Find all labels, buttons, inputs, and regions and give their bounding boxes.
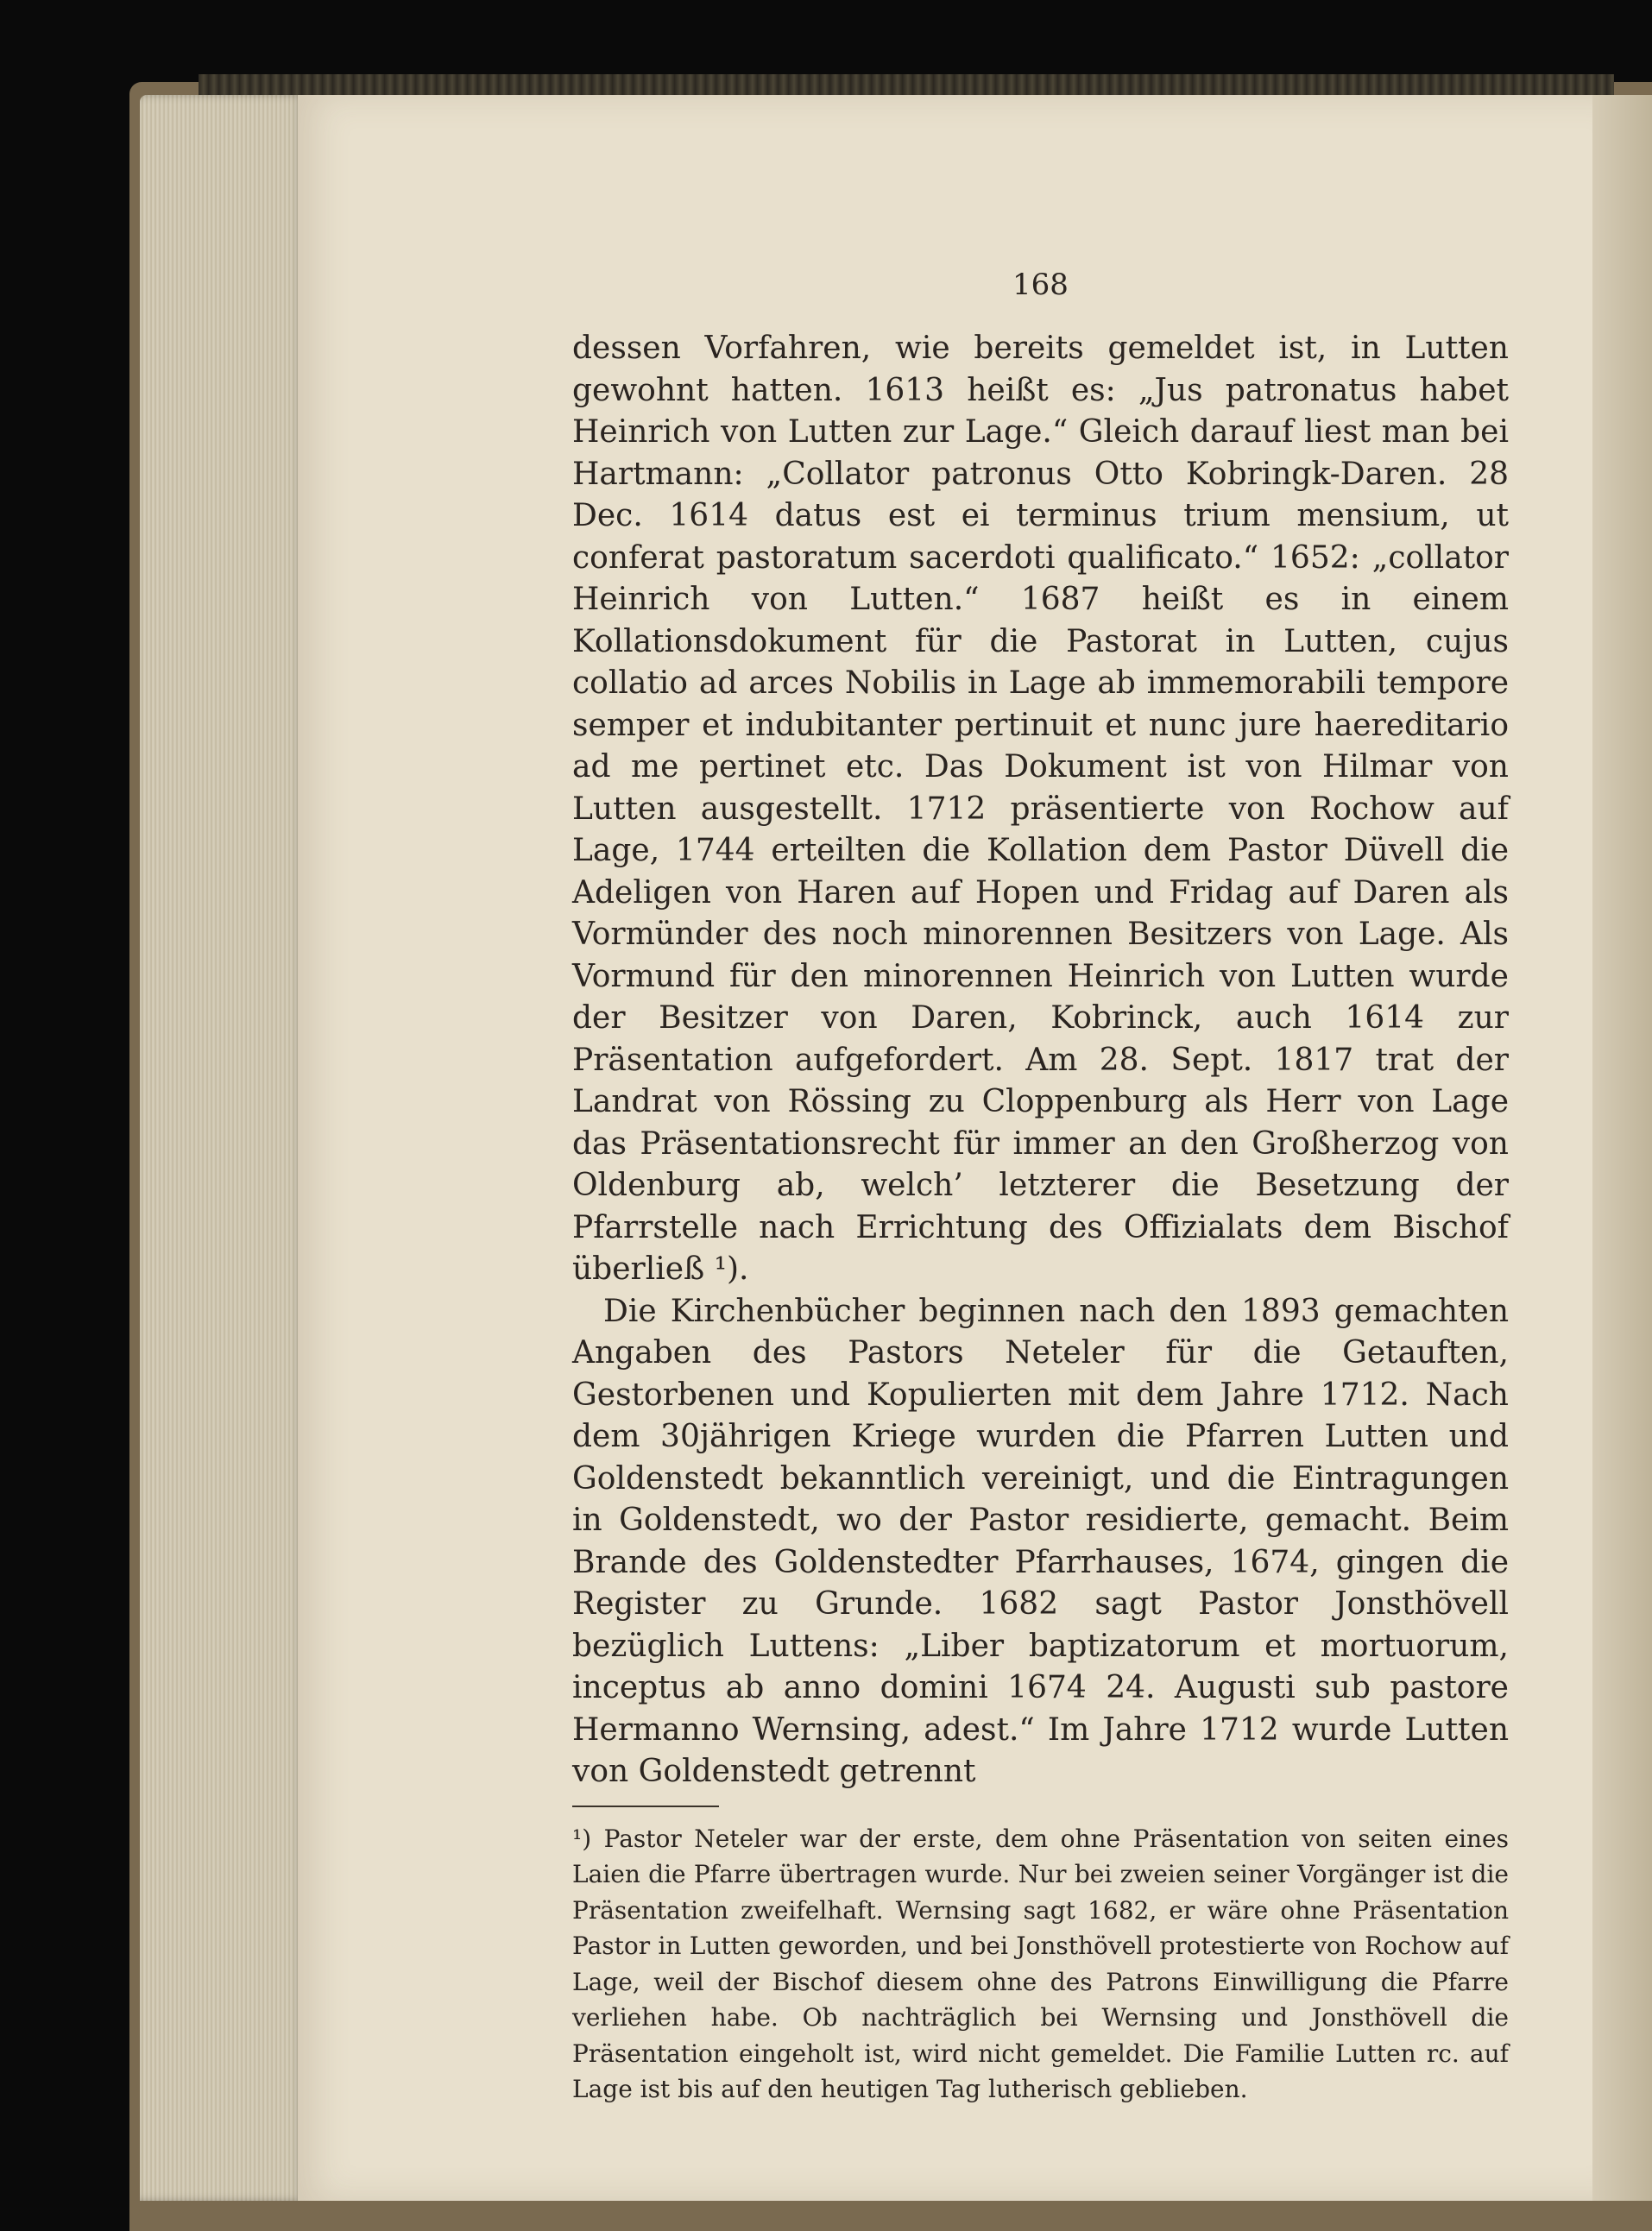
page-number: 168 — [1012, 268, 1069, 302]
page-stack-edges — [140, 95, 304, 2201]
footnote-divider — [572, 1806, 719, 1807]
page-fold-edge — [1592, 95, 1652, 2201]
paragraph: dessen Vorfahren, wie bereits gemeldet ist, in Lutten gewohnt hatten. 1613 heißt es: „Jus patronatus habet Heinrich von Lutten zur Lage.“ Gleich darauf liest man bei Hartmann: „Collator patronus Otto Kobringk-Daren. 28 Dec. 1614 datus est ei terminus trium mensium, ut conferat pastoratum sacerdoti qualificato.“ 1652: „collator Heinrich von Lutten.“ 1687 heißt es in einem Kollationsdokument für die Pastorat in Lutten, cujus collatio ad arces Nobilis in Lage ab immemorabili tempore semper et indubitanter pertinuit et nunc jure haereditario ad me pertinet etc. Das Dokument ist von Hilmar von Lutten ausgestellt. 1712 präsentierte von Rochow auf Lage, 1744 erteilten die Kollation dem Pastor Düvell die Adeligen von Haren auf Hopen und Fridag auf Daren als Vormünder des noch minorennen Besitzers von Lage. Als Vormund für den minorennen Heinrich von Lutten wurde der Besitzer von Daren, Kobrinck, auch 1614 zur Präsentation aufgefordert. Am 28. Sept. 1817 trat der Landrat von Rössing zu Cloppenburg als Herr von Lage das Präsentationsrecht für immer an den Großherzog von Oldenburg ab, welch’ letzterer die Besetzung der Pfarrstelle nach Errichtung des Offizialats dem Bischof überließ ¹). — [572, 331, 1509, 1287]
paragraph: Die Kirchenbücher beginnen nach den 1893 gemachten Angaben des Pastors Neteler für die Getauften, Gestorbenen und Kopulierten mit dem Jahre 1712. Nach dem 30jährigen Kriege wurden die Pfarren Lutten und Goldenstedt bekanntlich vereinigt, und die Eintragungen in Goldenstedt, wo der Pastor residierte, gemacht. Beim Brande des Goldenstedter Pfarrhauses, 1674, gingen die Register zu Grunde. 1682 sagt Pastor Jonsthövell bezüglich Luttens: „Liber baptizatorum et mortuorum, inceptus ab anno domini 1674 24. Augusti sub pastore Hermanno Wernsing, adest.“ Im Jahre 1712 wurde Lutten von Goldenstedt getrennt — [572, 1293, 1509, 1789]
page-content — [572, 268, 1509, 2103]
footnote: ¹) Pastor Neteler war der erste, dem ohne Präsentation von seiten eines Laien die Pfarre übertragen wurde. Nur bei zweien seiner Vorgänger ist die Präsentation zweifelhaft. Wernsing sagt 1682, er wäre ohne Präsentation Pastor in Lutten geworden, und bei Jonsthövell protestierte von Rochow auf Lage, weil der Bischof diesem ohne des Patrons Einwilligung die Pfarre verliehen habe. Ob nachträglich bei Wernsing und Jonsthövell die Präsentation eingeholt ist, wird nicht gemeldet. Die Familie Lutten rc. auf Lage ist bis auf den heutigen Tag lutherisch geblieben. — [572, 1824, 1509, 2103]
body-text — [572, 328, 1509, 1793]
